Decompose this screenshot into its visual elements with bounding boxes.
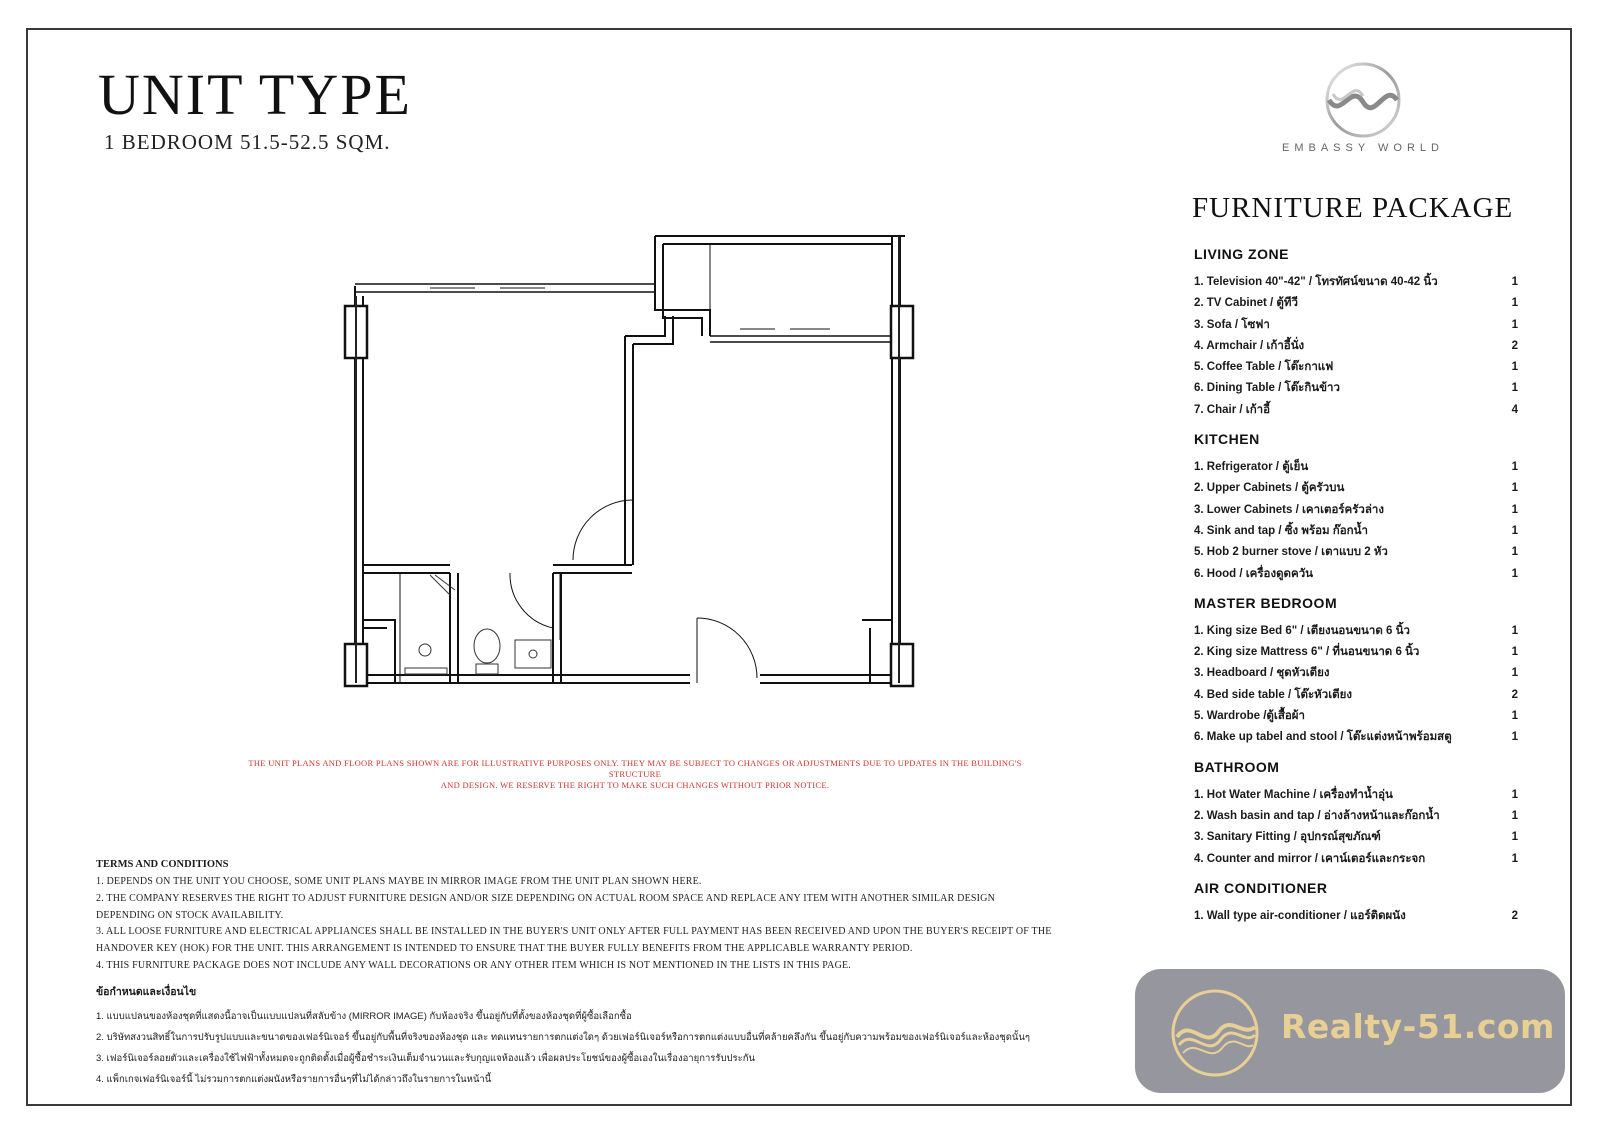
list-item	[1192, 621, 1518, 642]
list-item	[1192, 400, 1518, 421]
item-label: 4. Counter and mirror / เคาน์เตอร์และกระจก	[1194, 852, 1426, 865]
list-item	[1192, 457, 1518, 478]
item-qty: 1	[1511, 461, 1518, 474]
furniture-package-title: FURNITURE PACKAGE	[1192, 192, 1514, 224]
item-qty: 1	[1511, 546, 1518, 559]
item-qty: 1	[1511, 318, 1518, 331]
item-qty: 2	[1511, 909, 1518, 922]
furniture-package-list	[1192, 246, 1518, 937]
zone-air-conditioner	[1192, 880, 1518, 927]
floor-plan-drawing	[330, 226, 930, 696]
terms-line: HANDOVER KEY (HOK) FOR THE UNIT. THIS ARRANGEMENT IS INTENDED TO ENSURE THAT THE BUYER FULLY BENEFITS FROM THE APPLICABLE WARRANTY PERIOD.	[96, 943, 913, 955]
terms-title: TERMS AND CONDITIONS	[96, 859, 229, 870]
item-qty: 1	[1511, 567, 1518, 580]
list-item	[1192, 685, 1518, 706]
item-label: 4. Bed side table / โต๊ะหัวเตียง	[1194, 688, 1352, 701]
terms-thai-title: ข้อกำหนดและเงื่อนไข	[96, 985, 197, 998]
zone-kitchen	[1192, 431, 1518, 585]
item-label: 2. Upper Cabinets / ตู้ครัวบน	[1194, 482, 1345, 495]
list-item	[1192, 315, 1518, 336]
zone-title: LIVING ZONE	[1194, 246, 1289, 262]
floor-plan	[330, 226, 930, 696]
item-qty: 2	[1511, 688, 1518, 701]
item-label: 3. Headboard / ชุดหัวเตียง	[1194, 667, 1330, 680]
list-item	[1192, 500, 1518, 521]
zone-living	[1192, 246, 1518, 421]
item-label: 6. Hood / เครื่องดูดควัน	[1194, 567, 1314, 580]
terms-line: 1. DEPENDS ON THE UNIT YOU CHOOSE, SOME UNIT PLANS MAYBE IN MIRROR IMAGE FROM THE UNIT PLAN SHOWN HERE.	[96, 876, 702, 887]
item-qty: 1	[1511, 831, 1518, 844]
list-item	[1192, 357, 1518, 378]
item-label: 2. Wash basin and tap / อ่างล้างหน้าและก๊อกน้ำ	[1194, 809, 1440, 822]
unit-size-subtitle: 1 BEDROOM 51.5-52.5 SQM.	[104, 130, 391, 154]
item-label: 2. TV Cabinet / ตู้ทีวี	[1194, 297, 1298, 310]
terms-line: 4. THIS FURNITURE PACKAGE DOES NOT INCLUDE ANY WALL DECORATIONS OR ANY OTHER ITEM WHICH IS NOT MENTIONED IN THE LISTS IN THIS PAGE.	[96, 959, 852, 971]
item-qty: 1	[1511, 482, 1518, 495]
item-label: 1. Hot Water Machine / เครื่องทำน้ำอุ่น	[1194, 788, 1393, 801]
item-qty: 4	[1511, 403, 1518, 416]
item-label: 3. Sofa / โซฟา	[1194, 318, 1270, 331]
item-label: 4. Armchair / เก้าอี้นั่ง	[1194, 339, 1305, 352]
list-item	[1192, 642, 1518, 663]
zone-title: KITCHEN	[1194, 431, 1260, 448]
item-qty: 1	[1511, 667, 1518, 680]
list-item	[1192, 478, 1518, 499]
item-qty: 1	[1511, 276, 1518, 288]
item-label: 7. Chair / เก้าอี้	[1194, 403, 1271, 416]
gold-wave-logo-icon	[1169, 987, 1261, 1079]
list-item	[1192, 849, 1518, 870]
item-qty: 1	[1511, 809, 1518, 822]
disclaimer-line: AND DESIGN. WE RESERVE THE RIGHT TO MAKE SUCH CHANGES WITHOUT PRIOR NOTICE.	[440, 780, 830, 790]
list-item	[1192, 378, 1518, 399]
terms-thai-line: 1. แบบแปลนของห้องชุดที่แสดงนี้อาจเป็นแบบแปลนที่สลับข้าง (MIRROR IMAGE) กับห้องจริง ขึ้นอยู่กับที่ตั้งของห้องชุดที่ผู้ซื้อเลือกซื้อ	[96, 1010, 632, 1022]
item-label: 6. Make up tabel and stool / โต๊ะแต่งหน้าพร้อมสตู	[1194, 731, 1452, 744]
item-qty: 1	[1511, 524, 1518, 537]
list-item	[1192, 542, 1518, 563]
list-item	[1192, 706, 1518, 727]
item-label: 5. Wardrobe /ตู้เสื้อผ้า	[1194, 710, 1305, 723]
item-qty: 1	[1511, 297, 1518, 310]
item-label: 3. Sanitary Fitting / อุปกรณ์สุขภัณฑ์	[1194, 831, 1381, 844]
zone-title: AIR CONDITIONER	[1194, 879, 1328, 896]
item-qty: 1	[1511, 852, 1518, 865]
item-label: 1. Refrigerator / ตู้เย็น	[1194, 461, 1309, 474]
list-item	[1192, 785, 1518, 806]
item-qty: 1	[1511, 503, 1518, 516]
item-qty: 1	[1511, 624, 1518, 637]
list-item	[1192, 336, 1518, 357]
item-label: 4. Sink and tap / ซิ้ง พร้อม ก๊อกน้ำ	[1194, 524, 1368, 537]
terms-line: 2. THE COMPANY RESERVES THE RIGHT TO ADJUST FURNITURE DESIGN AND/OR SIZE DEPENDING ON ACTUAL ROOM SPACE AND REPLACE ANY ITEM WITH ANOTHER SIMILAR DESIGN	[96, 892, 996, 904]
list-item	[1192, 906, 1518, 927]
zone-bathroom	[1192, 759, 1518, 870]
zone-master-bedroom	[1192, 595, 1518, 749]
item-label: 1. Television 40"-42" / โทรทัศน์ขนาด 40-42 นิ้ว	[1194, 276, 1438, 288]
item-qty: 1	[1511, 382, 1518, 395]
disclaimer-line: THE UNIT PLANS AND FLOOR PLANS SHOWN ARE FOR ILLUSTRATIVE PURPOSES ONLY. THEY MAY BE SUBJECT TO CHANGES OR ADJUSTMENTS DUE TO UPDATES IN THE BUILDING'S STRUCTURE	[248, 758, 1022, 779]
terms-line: DEPENDING ON STOCK AVAILABILITY.	[96, 909, 284, 921]
item-qty: 1	[1511, 361, 1518, 374]
terms-thai-line: 2. บริษัทสงวนสิทธิ์ในการปรับรูปแบบและขนาดของเฟอร์นิเจอร์ ขึ้นอยู่กับพื้นที่จริงของห้องชุด และ ทดแทนรายการตกแต่งใดๆ ด้วยเฟอร์นิเจอร์หรือการตกแต่งแบบอื่นที่คล้ายคลึงกัน ขึ้นอยู่กับความพร้อมของเฟอร์นิเจอร์และห้องชุดนั้นๆ	[96, 1031, 1030, 1043]
brand-name: EMBASSY WORLD	[1282, 142, 1444, 154]
item-qty: 1	[1511, 710, 1518, 723]
list-item	[1192, 827, 1518, 848]
item-label: 5. Coffee Table / โต๊ะกาแฟ	[1194, 361, 1334, 374]
list-item	[1192, 727, 1518, 748]
list-item	[1192, 564, 1518, 585]
item-label: 1. Wall type air-conditioner / แอร์ติดผนัง	[1194, 909, 1406, 922]
list-item	[1192, 806, 1518, 827]
item-label: 3. Lower Cabinets / เคาเตอร์ครัวล่าง	[1194, 503, 1385, 516]
brand-logo	[1268, 60, 1458, 168]
item-qty: 1	[1511, 646, 1518, 659]
item-qty: 2	[1511, 339, 1518, 352]
item-qty: 1	[1511, 788, 1518, 801]
disclaimer-note	[240, 758, 1030, 791]
page-title: UNIT TYPE	[98, 62, 412, 127]
zone-title: MASTER BEDROOM	[1194, 594, 1338, 611]
list-item	[1192, 663, 1518, 684]
terms-thai-line: 3. เฟอร์นิเจอร์ลอยตัวและเครื่องใช้ไฟฟ้าทั้งหมดจะถูกติดตั้งเมื่อผู้ซื้อชำระเงินเต็มจำนวนและรับกุญแจห้องแล้ว เพื่อผลประโยชน์ของผู้ซื้อเองในเรื่องอายุการรับประกัน	[96, 1052, 755, 1064]
terms-thai-line: 4. แพ็กเกจเฟอร์นิเจอร์นี้ ไม่รวมการตกแต่งผนังหรือรายการอื่นๆที่ไม่ได้กล่าวถึงในรายการในหน้านี้	[96, 1073, 492, 1085]
item-label: 6. Dining Table / โต๊ะกินข้าว	[1194, 382, 1340, 395]
zone-title: BATHROOM	[1194, 758, 1280, 775]
watermark-text: Realty-51.com	[1281, 1007, 1555, 1046]
terms-section	[96, 859, 1136, 1090]
wave-w-logo-icon	[1323, 60, 1403, 140]
watermark-badge	[1135, 969, 1565, 1093]
item-label: 1. King size Bed 6" / เตียงนอนขนาด 6 นิ้ว	[1194, 624, 1410, 637]
list-item	[1192, 272, 1518, 293]
list-item	[1192, 521, 1518, 542]
item-label: 5. Hob 2 burner stove / เตาแบบ 2 หัว	[1194, 546, 1388, 559]
item-qty: 1	[1511, 731, 1518, 744]
item-label: 2. King size Mattress 6" / ที่นอนขนาด 6 นิ้ว	[1194, 646, 1420, 659]
terms-line: 3. ALL LOOSE FURNITURE AND ELECTRICAL APPLIANCES SHALL BE INSTALLED IN THE BUYER'S UNIT ONLY AFTER FULL PAYMENT HAS BEEN RECEIVED AND UPON THE BUYER'S RECEIPT OF THE	[96, 926, 1052, 938]
list-item	[1192, 293, 1518, 314]
